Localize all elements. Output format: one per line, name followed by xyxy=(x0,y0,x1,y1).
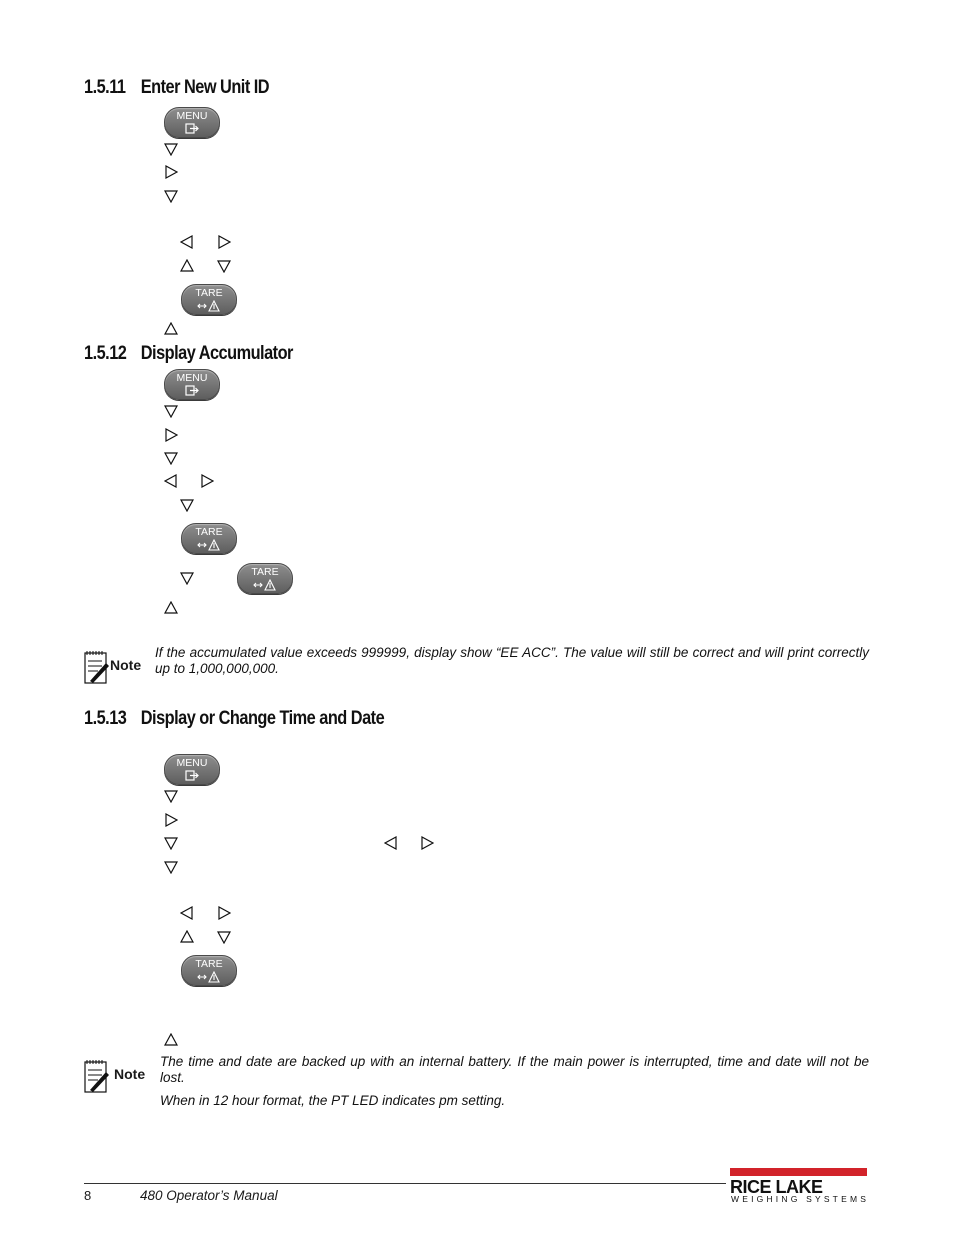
right-arrow-icon xyxy=(200,474,214,488)
up-arrow-icon xyxy=(180,930,194,944)
footer-page-number: 8 xyxy=(84,1188,92,1203)
note-callout xyxy=(84,1058,148,1092)
down-arrow-icon xyxy=(164,404,178,418)
tare-key-label: TARE xyxy=(251,566,279,578)
right-arrow-icon xyxy=(217,906,231,920)
down-arrow-icon xyxy=(217,259,231,273)
section-heading-1-5-11 xyxy=(84,77,269,99)
tare-key-label: TARE xyxy=(195,526,223,538)
right-arrow-icon xyxy=(164,428,178,442)
note-label: Note xyxy=(110,657,142,673)
up-arrow-icon xyxy=(164,601,178,615)
right-arrow-icon xyxy=(164,165,178,179)
menu-exit-icon xyxy=(185,770,199,781)
section-title: Display Accumulator xyxy=(140,343,293,364)
menu-key-label: MENU xyxy=(176,372,208,384)
menu-key xyxy=(164,754,220,785)
footer-manual-title: 480 Operator’s Manual xyxy=(140,1188,278,1203)
right-arrow-icon xyxy=(217,235,231,249)
section-title: Display or Change Time and Date xyxy=(140,708,385,729)
down-arrow-icon xyxy=(164,142,178,156)
tare-key xyxy=(181,955,237,986)
tare-icon xyxy=(253,579,277,591)
right-arrow-icon xyxy=(164,813,178,827)
up-arrow-icon xyxy=(164,322,178,336)
right-arrow-icon xyxy=(420,836,434,850)
logo-red-band xyxy=(730,1168,867,1176)
down-arrow-icon xyxy=(164,836,178,850)
menu-key-label: MENU xyxy=(176,757,208,769)
left-arrow-icon xyxy=(180,906,194,920)
tare-icon xyxy=(197,539,221,551)
note-time-battery-text: The time and date are backed up with an internal battery. If the main power is interrupted, time and date will not be lost. xyxy=(160,1054,869,1085)
menu-key xyxy=(164,369,220,400)
section-number: 1.5.12 xyxy=(84,343,127,364)
section-number: 1.5.11 xyxy=(84,77,126,98)
tare-key xyxy=(237,563,293,594)
note-pad-icon xyxy=(84,1058,110,1094)
section-heading-1-5-12 xyxy=(84,343,293,365)
down-arrow-icon xyxy=(164,789,178,803)
logo-wordmark: RICE LAKE xyxy=(730,1177,823,1197)
up-arrow-icon xyxy=(164,1033,178,1047)
down-arrow-icon xyxy=(180,571,194,585)
left-arrow-icon xyxy=(164,474,178,488)
rice-lake-logo xyxy=(730,1168,870,1208)
section-number: 1.5.13 xyxy=(84,708,127,729)
down-arrow-icon xyxy=(217,930,231,944)
up-arrow-icon xyxy=(180,259,194,273)
section-heading-1-5-13 xyxy=(84,708,384,730)
tare-icon xyxy=(197,971,221,983)
down-arrow-icon xyxy=(180,498,194,512)
note-accumulator-text: If the accumulated value exceeds 999999, display show “EE ACC”. The value will still be correct and will print correctly up to 1,000,000,000. xyxy=(155,645,869,676)
down-arrow-icon xyxy=(164,189,178,203)
tare-key-label: TARE xyxy=(195,287,223,299)
note-time-pm-text: When in 12 hour format, the PT LED indicates pm setting. xyxy=(160,1093,506,1108)
tare-icon xyxy=(197,300,221,312)
note-label: Note xyxy=(114,1066,146,1082)
note-pad-icon xyxy=(84,649,110,685)
menu-exit-icon xyxy=(185,385,199,396)
tare-key xyxy=(181,523,237,554)
tare-key-label: TARE xyxy=(195,958,223,970)
note-callout xyxy=(84,649,148,683)
menu-key-label: MENU xyxy=(176,110,208,122)
tare-key xyxy=(181,284,237,315)
down-arrow-icon xyxy=(164,451,178,465)
menu-exit-icon xyxy=(185,123,199,134)
down-arrow-icon xyxy=(164,860,178,874)
footer-rule xyxy=(84,1183,726,1184)
logo-tagline: WEIGHING SYSTEMS xyxy=(731,1194,870,1204)
menu-key xyxy=(164,107,220,138)
left-arrow-icon xyxy=(384,836,398,850)
left-arrow-icon xyxy=(180,235,194,249)
section-title: Enter New Unit ID xyxy=(140,77,270,98)
